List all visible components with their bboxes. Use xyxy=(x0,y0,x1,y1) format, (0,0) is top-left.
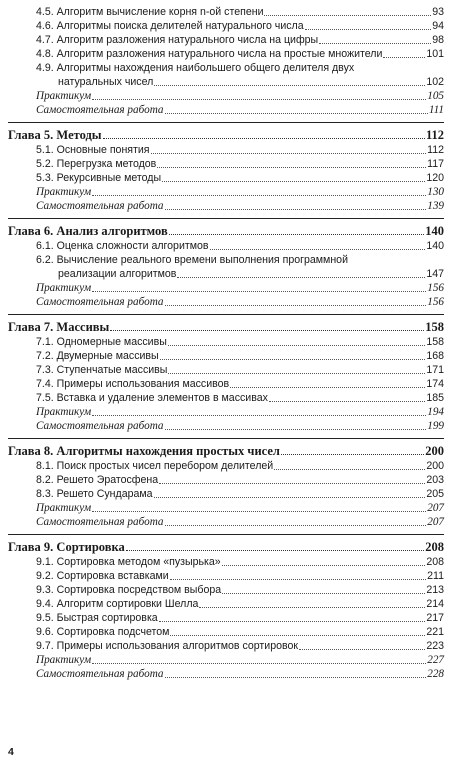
toc-entry-page: 171 xyxy=(426,364,444,376)
toc-entry[interactable] xyxy=(8,143,444,157)
dot-leader xyxy=(170,635,425,636)
toc-entry-page: 200 xyxy=(426,460,444,472)
toc-entry-title: 7.4. Примеры использования массивов xyxy=(36,378,230,390)
toc-entry[interactable] xyxy=(8,349,444,363)
toc-entry[interactable] xyxy=(8,597,444,611)
toc-entry[interactable] xyxy=(8,47,444,61)
dot-leader xyxy=(170,579,426,580)
toc-entry[interactable] xyxy=(8,33,444,47)
toc-entry-page: 120 xyxy=(426,172,444,184)
toc-entry-page: 112 xyxy=(425,128,444,142)
dot-leader xyxy=(230,387,425,388)
toc-entry[interactable] xyxy=(8,253,444,281)
chapter-heading[interactable] xyxy=(8,223,444,239)
dot-leader xyxy=(92,195,426,196)
page-number: 4 xyxy=(8,746,14,758)
dot-leader xyxy=(159,483,425,484)
dot-leader xyxy=(92,663,426,664)
toc-entry-page: 117 xyxy=(427,158,444,170)
toc-entry-title: Самостоятельная работа xyxy=(36,668,164,680)
dot-leader xyxy=(92,511,426,512)
toc-entry-title: Самостоятельная работа xyxy=(36,200,164,212)
toc-italic-entry[interactable] xyxy=(8,667,444,681)
toc-entry-title: 7.1. Одномерные массивы xyxy=(36,336,167,348)
toc-entry[interactable] xyxy=(8,171,444,185)
toc-entry-page: 185 xyxy=(426,392,444,404)
toc-entry-title: 4.6. Алгоритмы поиска делителей натурального числа xyxy=(36,20,304,32)
chapter-divider xyxy=(8,218,444,219)
table-of-contents xyxy=(8,5,444,681)
dot-leader xyxy=(160,359,426,360)
toc-italic-entry[interactable] xyxy=(8,185,444,199)
toc-entry-page: 147 xyxy=(426,268,444,280)
toc-entry-title: 5.2. Перегрузка методов xyxy=(36,158,157,170)
dot-leader xyxy=(281,454,424,455)
dot-leader xyxy=(92,291,426,292)
dot-leader xyxy=(165,209,427,210)
toc-entry-title: Практикум xyxy=(36,654,92,666)
dot-leader xyxy=(154,497,426,498)
toc-entry[interactable] xyxy=(8,459,444,473)
dot-leader xyxy=(92,99,426,100)
toc-entry-continuation xyxy=(36,75,444,89)
toc-entry-page: 208 xyxy=(426,556,444,568)
toc-entry-title: 9.3. Сортировка посредством выбора xyxy=(36,584,222,596)
toc-entry-title: 9.6. Сортировка подсчетом xyxy=(36,626,170,638)
toc-entry-title: Глава 6. Анализ алгоритмов xyxy=(8,224,168,238)
chapter-divider xyxy=(8,314,444,315)
toc-entry[interactable] xyxy=(8,473,444,487)
toc-entry-page: 140 xyxy=(425,224,444,238)
toc-entry[interactable] xyxy=(8,157,444,171)
toc-entry[interactable] xyxy=(8,391,444,405)
toc-entry-page: 130 xyxy=(427,186,444,198)
toc-entry-page: 174 xyxy=(426,378,444,390)
toc-entry-title: 7.3. Ступенчатые массивы xyxy=(36,364,168,376)
dot-leader xyxy=(165,525,427,526)
toc-entry[interactable] xyxy=(8,61,444,89)
toc-entry-title: Практикум xyxy=(36,186,92,198)
dot-leader xyxy=(168,373,425,374)
toc-entry-title: Практикум xyxy=(36,90,92,102)
toc-entry-title: 4.7. Алгоритм разложения натурального числа на цифры xyxy=(36,34,319,46)
toc-entry-page: 208 xyxy=(425,540,444,554)
toc-entry-page: 156 xyxy=(427,282,444,294)
toc-italic-entry[interactable] xyxy=(8,419,444,433)
toc-italic-entry[interactable] xyxy=(8,501,444,515)
toc-entry-title: 5.1. Основные понятия xyxy=(36,144,150,156)
toc-entry-title: 7.5. Вставка и удаление элементов в массивах xyxy=(36,392,268,404)
toc-entry-page: 140 xyxy=(426,240,444,252)
toc-entry-title: 8.2. Решето Эратосфена xyxy=(36,474,159,486)
dot-leader xyxy=(154,85,425,86)
toc-entry-page: 228 xyxy=(427,668,444,680)
dot-leader xyxy=(151,153,427,154)
toc-entry[interactable] xyxy=(8,611,444,625)
toc-italic-entry[interactable] xyxy=(8,653,444,667)
dot-leader xyxy=(165,113,428,114)
toc-entry-page: 207 xyxy=(427,516,444,528)
chapter-heading[interactable] xyxy=(8,443,444,459)
dot-leader xyxy=(210,249,426,250)
dot-leader xyxy=(168,345,425,346)
toc-italic-entry[interactable] xyxy=(8,103,444,117)
toc-entry-title: 9.5. Быстрая сортировка xyxy=(36,612,158,624)
toc-entry[interactable] xyxy=(8,335,444,349)
dot-leader xyxy=(319,43,431,44)
toc-entry[interactable] xyxy=(8,239,444,253)
chapter-divider xyxy=(8,438,444,439)
toc-entry-page: 214 xyxy=(426,598,444,610)
toc-entry[interactable] xyxy=(8,377,444,391)
toc-entry-page: 223 xyxy=(426,640,444,652)
dot-leader xyxy=(162,181,425,182)
toc-entry-title: Самостоятельная работа xyxy=(36,516,164,528)
toc-entry-page: 156 xyxy=(427,296,444,308)
toc-entry[interactable] xyxy=(8,363,444,377)
dot-leader xyxy=(274,469,425,470)
toc-entry-title: Глава 5. Методы xyxy=(8,128,102,142)
toc-entry-page: 217 xyxy=(426,612,444,624)
toc-entry-title: 9.7. Примеры использования алгоритмов сортировок xyxy=(36,640,299,652)
toc-italic-entry[interactable] xyxy=(8,405,444,419)
chapter-heading[interactable] xyxy=(8,539,444,555)
toc-entry-title: Практикум xyxy=(36,406,92,418)
toc-entry-page: 94 xyxy=(432,20,444,32)
toc-entry-page: 205 xyxy=(426,488,444,500)
toc-entry-title: 9.1. Сортировка методом «пузырька» xyxy=(36,556,221,568)
toc-entry-page: 203 xyxy=(426,474,444,486)
dot-leader xyxy=(177,277,425,278)
toc-entry-page: 211 xyxy=(427,570,444,582)
toc-entry-page: 207 xyxy=(427,502,444,514)
toc-entry[interactable] xyxy=(8,569,444,583)
toc-entry-title: 4.5. Алгоритм вычисление корня n-ой степени xyxy=(36,6,264,18)
dot-leader xyxy=(264,15,431,16)
dot-leader xyxy=(383,57,425,58)
dot-leader xyxy=(159,621,426,622)
toc-entry-title: Самостоятельная работа xyxy=(36,296,164,308)
toc-entry-page: 213 xyxy=(426,584,444,596)
dot-leader xyxy=(165,305,427,306)
toc-entry[interactable] xyxy=(8,639,444,653)
toc-entry-title: Глава 7. Массивы xyxy=(8,320,110,334)
dot-leader xyxy=(305,29,432,30)
toc-entry-title: 7.2. Двумерные массивы xyxy=(36,350,159,362)
toc-italic-entry[interactable] xyxy=(8,89,444,103)
toc-entry-page: 200 xyxy=(425,444,444,458)
toc-italic-entry[interactable] xyxy=(8,295,444,309)
toc-entry[interactable] xyxy=(8,487,444,501)
toc-entry-title: 6.2. Вычисление реального времени выполнения программной xyxy=(36,254,348,266)
chapter-divider xyxy=(8,122,444,123)
toc-entry-title: 9.2. Сортировка вставками xyxy=(36,570,169,582)
toc-entry-title: 9.4. Алгоритм сортировки Шелла xyxy=(36,598,199,610)
chapter-heading[interactable] xyxy=(8,127,444,143)
toc-italic-entry[interactable] xyxy=(8,515,444,529)
toc-entry-title: Практикум xyxy=(36,282,92,294)
dot-leader xyxy=(165,677,427,678)
toc-entry-page: 221 xyxy=(426,626,444,638)
chapter-heading[interactable] xyxy=(8,319,444,335)
toc-entry-title-cont: реализации алгоритмов xyxy=(58,268,177,280)
dot-leader xyxy=(157,167,426,168)
toc-entry-page: 111 xyxy=(428,104,444,116)
toc-entry-page: 158 xyxy=(426,336,444,348)
dot-leader xyxy=(110,330,424,331)
toc-entry-page: 105 xyxy=(427,90,444,102)
dot-leader xyxy=(269,401,425,402)
toc-entry-page: 194 xyxy=(427,406,444,418)
chapter-divider xyxy=(8,534,444,535)
toc-entry-title: Глава 8. Алгоритмы нахождения простых чисел xyxy=(8,444,280,458)
toc-italic-entry[interactable] xyxy=(8,199,444,213)
toc-entry-page: 98 xyxy=(432,34,444,46)
dot-leader xyxy=(92,415,426,416)
toc-entry-title: Самостоятельная работа xyxy=(36,104,164,116)
dot-leader xyxy=(126,550,425,551)
dot-leader xyxy=(103,138,425,139)
toc-entry[interactable] xyxy=(8,19,444,33)
toc-entry-page: 158 xyxy=(425,320,444,334)
toc-entry-page: 139 xyxy=(427,200,444,212)
toc-entry-page: 101 xyxy=(426,48,444,60)
toc-entry-title: 8.3. Решето Сундарама xyxy=(36,488,153,500)
toc-italic-entry[interactable] xyxy=(8,281,444,295)
toc-entry-page: 102 xyxy=(426,76,444,88)
toc-entry-title: Глава 9. Сортировка xyxy=(8,540,125,554)
dot-leader xyxy=(169,234,425,235)
dot-leader xyxy=(199,607,425,608)
toc-entry-page: 93 xyxy=(432,6,444,18)
toc-entry-page: 168 xyxy=(426,350,444,362)
toc-entry-title: 8.1. Поиск простых чисел перебором делителей xyxy=(36,460,274,472)
toc-entry[interactable] xyxy=(8,583,444,597)
dot-leader xyxy=(222,593,425,594)
toc-entry-title: 4.9. Алгоритмы нахождения наибольшего общего делителя двух xyxy=(36,62,355,74)
toc-entry-title-cont: натуральных чисел xyxy=(58,76,154,88)
toc-entry-page: 227 xyxy=(427,654,444,666)
toc-entry-title: 4.8. Алгоритм разложения натурального числа на простые множители xyxy=(36,48,383,60)
dot-leader xyxy=(299,649,425,650)
toc-entry-page: 199 xyxy=(427,420,444,432)
toc-entry-page: 112 xyxy=(427,144,444,156)
dot-leader xyxy=(165,429,427,430)
toc-entry-title: Практикум xyxy=(36,502,92,514)
toc-entry-title: 5.3. Рекурсивные методы xyxy=(36,172,162,184)
dot-leader xyxy=(222,565,426,566)
toc-entry-title: 6.1. Оценка сложности алгоритмов xyxy=(36,240,209,252)
toc-entry[interactable] xyxy=(8,555,444,569)
toc-entry-title: Самостоятельная работа xyxy=(36,420,164,432)
toc-entry-continuation xyxy=(36,267,444,281)
toc-entry[interactable] xyxy=(8,5,444,19)
toc-entry[interactable] xyxy=(8,625,444,639)
